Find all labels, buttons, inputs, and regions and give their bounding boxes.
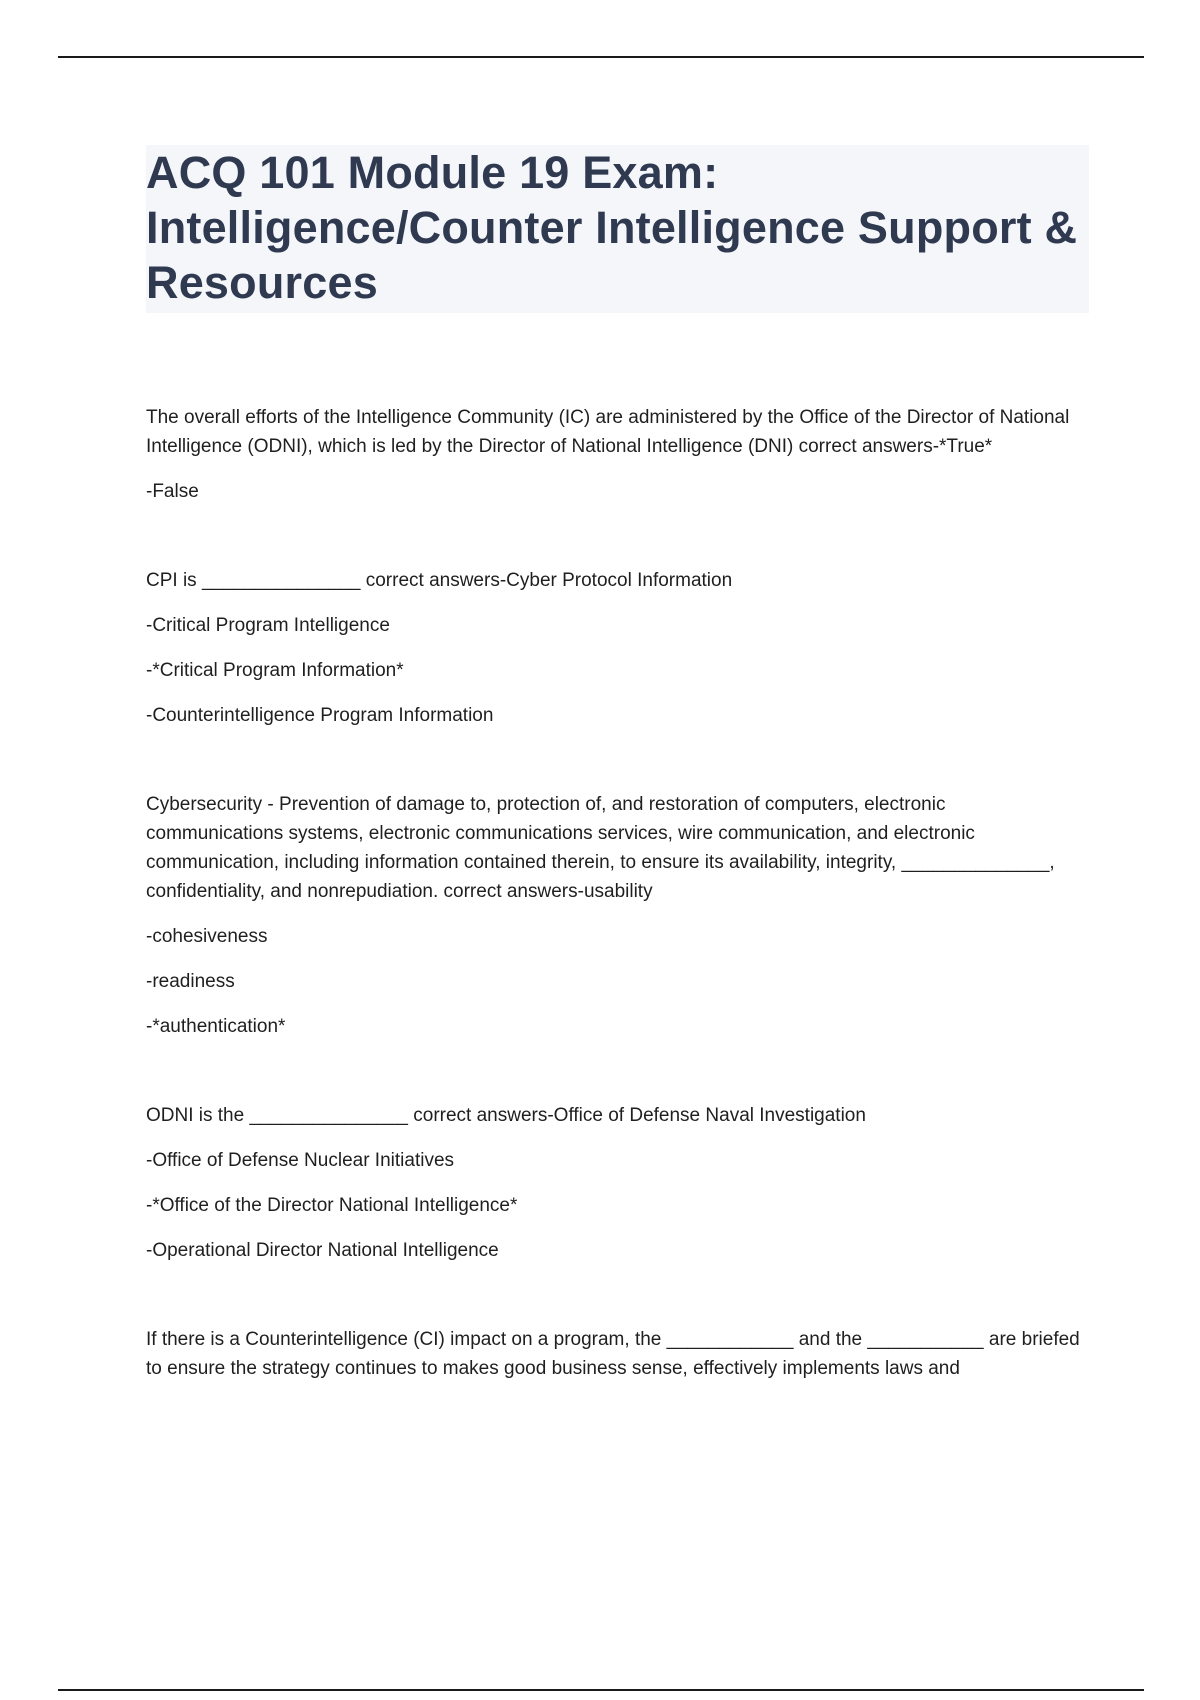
question-text: ODNI is the _______________ correct answers-Office of Defense Naval Investigation (146, 1105, 866, 1126)
question-item (146, 1101, 1081, 1265)
footer-rule (58, 1689, 1144, 1691)
question-item (146, 1325, 1081, 1383)
answer-option: -*authentication* (146, 1016, 286, 1037)
page-title: ACQ 101 Module 19 Exam: Intelligence/Counter Intelligence Support & Resources (146, 147, 1078, 308)
answer-option: -cohesiveness (146, 926, 268, 947)
question-item (146, 566, 1081, 730)
answer-option: -*Office of the Director National Intelligence* (146, 1195, 518, 1216)
question-text: Cybersecurity - Prevention of damage to, protection of, and restoration of computers, electronic communications systems, electronic communications services, wire communication, and electronic communication, including information contained therein, to ensure its availability, integrity, ______________, confidentiality, and nonrepudiation. correct answers-usability (146, 794, 1055, 902)
question-list (146, 403, 1081, 1443)
answer-option: -Counterintelligence Program Information (146, 705, 494, 726)
answer-option: -readiness (146, 971, 235, 992)
question-item (146, 790, 1081, 1041)
answer-option: -Office of Defense Nuclear Initiatives (146, 1150, 455, 1171)
question-text: If there is a Counterintelligence (CI) impact on a program, the ____________ and the ___________ are briefed to ensure the strategy continues to makes good business sense, effectively implements laws and (146, 1329, 1080, 1379)
answer-option: -Critical Program Intelligence (146, 615, 390, 636)
header-rule (58, 56, 1144, 58)
answer-option: -False (146, 481, 199, 502)
question-item (146, 403, 1081, 506)
question-text: CPI is _______________ correct answers-Cyber Protocol Information (146, 570, 733, 591)
answer-option: -*Critical Program Information* (146, 660, 404, 681)
title-block (146, 145, 1089, 313)
answer-option: -Operational Director National Intelligence (146, 1240, 499, 1261)
question-text: The overall efforts of the Intelligence Community (IC) are administered by the Office of the Director of National Intelligence (ODNI), which is led by the Director of National Intelligence (DNI) correct answers-*True* (146, 407, 1070, 457)
